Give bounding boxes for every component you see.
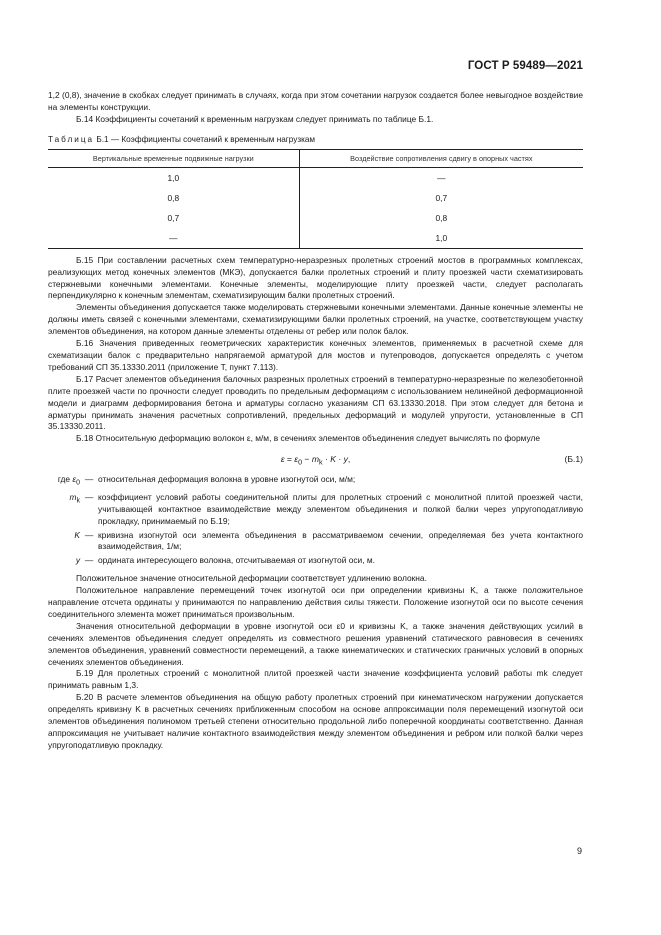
table-cell: —: [169, 232, 178, 243]
paragraph-intro: 1,2 (0,8), значение в скобках следует принимать в случаях, когда при этом сочетании нагрузок создается более невыгодное воздействие на элементы конструкции.: [48, 90, 583, 112]
definition-text: относительная деформация волокна в уровне изогнутой оси, м/м;: [98, 474, 356, 485]
formula-expression: $\varepsilon = \varepsilon_0 - m_k \cdot K \cdot y$,: [280, 454, 351, 467]
page-content: [48, 90, 583, 752]
table-header-cell: Вертикальные временные подвижные нагрузки: [48, 149, 299, 167]
paragraph-b18: Б.18 Относительную деформацию волокон ε, м/м, в сечениях элементов объединения следует вычислять по формуле: [76, 433, 541, 444]
paragraph-b17: Б.17 Расчет элементов объединения балочных разрезных пролетных строений в температурно-неразрезные по железобетонной плите проезжей части по прочности следует проводить по предельным деформациям с использованием нелинейной деформационной модели и диаграмм деформирования бетона и арматуры согласно указаниям СП 63.13330.2018. При этом следует для бетона и арматуры принимать значения расчетных сопротивлений, предельных деформаций и модулей упругости, установленные в СП 35.13330.2011.: [48, 373, 583, 432]
coefficients-table: [48, 149, 583, 249]
paragraph-b19: Б.19 Для пролетных строений с монолитной плитой проезжей части значение коэффициента условий работы mk следует принимать равным 1,3.: [48, 668, 583, 691]
table-cell: 0,8: [299, 208, 583, 228]
page-number: 9: [576, 846, 582, 856]
table-cell: 0,7: [167, 212, 180, 223]
table-cell: 1,0: [167, 172, 180, 183]
table-cell: 0,8: [167, 192, 180, 203]
standard-header: ГОСТ Р 59489—2021: [467, 60, 583, 72]
formula-definitions: [48, 474, 583, 567]
table-header-row: [48, 149, 583, 167]
table-row: [48, 188, 583, 208]
definition-item: $m_k$ — коэффициент условий работы соединительной плиты для пролетных строений с монолитной плитой проезжей части, учитывающей контактное взаимодействие между элементом объединения и полкой балки через упругоподатливую прокладку, принимаемый по Б.19;: [48, 492, 583, 528]
definition-symbol: где $\varepsilon_0$: [57, 474, 80, 487]
formula-b1: [48, 451, 583, 471]
table-cell: 0,7: [299, 188, 583, 208]
table-cell: 1,0: [299, 228, 583, 249]
definition-symbol: K: [74, 529, 80, 540]
definition-item: где $\varepsilon_0$ — относительная деформация волокна в уровне изогнутой оси, м/м;: [48, 474, 583, 490]
paragraph-values: Значения относительной деформации в уровне изогнутой оси ε0 и кривизны K, а также значения действующих усилий в сечениях элементов объединения следует определять из совместного решения уравнений статического равновесия в сечениях элементов объединения, уравнений совместности перемещений, а также кинематических и статических граничных условий в опорных сечениях элементов объединения.: [48, 620, 583, 667]
paragraph-b20: Б.20 В расчете элементов объединения на общую работу пролетных строений при кинематическом нагружении допускается определять кривизну K в расчетных сечениях приближенным способом на основе аппроксимации поля перемещений изогнутой оси элементов объединения полиномом третьей степени относительно продольной либо поперечной координаты соответственно. Данная аппроксимация не учитывает наличие контактного взаимодействия между элементом объединения и ребром или полкой балки через упругоподатливую прокладку.: [48, 692, 583, 750]
formula-number: (Б.1): [564, 454, 583, 465]
table-header-cell: Воздействие сопротивления сдвигу в опорных частях: [299, 149, 583, 167]
table-caption: [48, 135, 583, 144]
paragraph-positive-direction: Положительное направление перемещений точек изогнутой оси при определении кривизны K, а также положительное направление отсчета ординаты y принимаются по направлению действия силы тяжести. Положение изогнутой оси по высоте сечения соединительного элемента может приниматься произвольным.: [48, 585, 583, 619]
table-row: [48, 208, 583, 228]
paragraph-b16: Б.16 Значения приведенных геометрических характеристик конечных элементов, применяемых в расчетной схеме для схематизации балок с предварительно напрягаемой арматурой для мостов и путепроводов, допускается определять с учетом требований СП 35.13330.2011 (приложение Т, пункт 7.113).: [48, 338, 583, 372]
table-cell: —: [299, 167, 583, 188]
paragraph-b14: Б.14 Коэффициенты сочетаний к временным нагрузкам следует принимать по таблице Б.1.: [76, 113, 434, 124]
paragraph-b15-continued: Элементы объединения допускается также моделировать стержневыми конечными элементами. Данные конечные элементы не должны иметь связей с конечными элементами, схематизирующими балки пролетных строений, на участке, соответствующем участку элементов объединения, на котором данные элементы отделены от ребер или полок балок.: [48, 302, 583, 337]
definition-text: кривизна изогнутой оси элемента объединения в рассматриваемом сечении, определяемая без учета контактного взаимодействия, 1/м;: [98, 529, 583, 552]
paragraph-positive-deformation: Положительное значение относительной деформации соответствует удлинению волокна.: [76, 573, 427, 584]
definition-symbol: y: [75, 555, 80, 566]
definition-text: ордината интересующего волокна, отсчитываемая от изогнутой оси, м.: [98, 555, 375, 566]
table-caption-title: Б.1 — Коэффициенты сочетаний к временным нагрузкам: [96, 134, 316, 144]
definition-text: коэффициент условий работы соединительной плиты для пролетных строений с монолитной плитой проезжей части, учитывающей контактное взаимодействие между элементом объединения и полкой балки через упругоподатливую прокладку, принимаемый по Б.19;: [98, 491, 583, 526]
definition-item: K — кривизна изогнутой оси элемента объединения в рассматриваемом сечении, определяемая без учета контактного взаимодействия, 1/м;: [48, 530, 583, 554]
definition-item: y — ордината интересующего волокна, отсчитываемая от изогнутой оси, м.: [48, 555, 583, 567]
table-row: [48, 228, 583, 249]
definition-symbol: $m_k$: [69, 491, 80, 505]
paragraph-b15: Б.15 При составлении расчетных схем температурно-неразрезных пролетных строений мостов в программных комплексах, реализующих метод конечных элементов (МКЭ), допускается балки пролетных строений и плиту проезжей части схематизировать стержневыми конечными элементами. Конечные элементы, моделирующие плиту проезжей части, следует располагать перпендикулярно к конечным элементам, схематизирующим балки пролетных строений.: [48, 254, 583, 301]
table-caption-prefix: Таблица: [48, 134, 95, 144]
table-row: [48, 167, 583, 188]
